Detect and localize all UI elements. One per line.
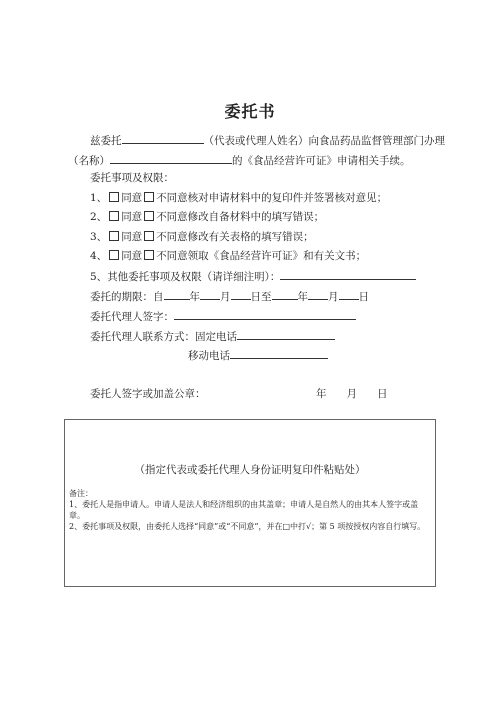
item-text: 不同意领取《食品经营许可证》和有关文书； xyxy=(156,250,367,262)
mobile-label: 移动电话 xyxy=(188,350,230,362)
item-number: 2、 xyxy=(90,211,108,223)
start-day-blank[interactable] xyxy=(231,288,251,300)
scope-item-2 xyxy=(90,210,324,224)
scope-heading: 委托事项及权限： xyxy=(90,172,174,184)
other-scope-blank[interactable] xyxy=(280,268,416,280)
month-label: 月 xyxy=(220,291,231,303)
start-month-blank[interactable] xyxy=(200,288,220,300)
principal-sign-label: 委托人签字或加盖公章： xyxy=(90,388,206,400)
end-month-blank[interactable] xyxy=(308,288,328,300)
id-copy-paste-area xyxy=(64,419,436,587)
date-day-label: 日 xyxy=(377,388,388,400)
mobile-line xyxy=(188,347,328,363)
scope-item-5 xyxy=(90,268,416,284)
paste-caption: （指定代表或委托代理人身份证明复印件粘贴处） xyxy=(134,464,366,476)
disagree-checkbox[interactable] xyxy=(144,231,154,241)
year-label: 年 xyxy=(189,291,200,303)
entrust-suffix: （代表或代理人姓名）向食品药品监督管理部门办理 xyxy=(203,135,445,147)
scope-item-1 xyxy=(90,191,387,205)
year-label: 年 xyxy=(297,291,308,303)
agree-checkbox[interactable] xyxy=(109,250,119,260)
end-year-blank[interactable] xyxy=(272,288,298,300)
agree-checkbox[interactable] xyxy=(109,231,119,241)
item-number: 3、 xyxy=(90,231,108,243)
agree-label: 同意 xyxy=(121,192,143,204)
scope-item-3 xyxy=(90,230,314,244)
note-2: 2、委托事项及权限，由委托人选择“同意”或“不同意”，并在□中打√；第 5 项按授权内容自行填写。 xyxy=(69,522,426,531)
period-label: 委托的期限：自 xyxy=(90,291,164,303)
entrust-prefix: 兹委托 xyxy=(90,135,122,147)
entrust-line-2 xyxy=(68,152,411,168)
notes-section xyxy=(69,488,431,532)
name-prefix: （名称） xyxy=(68,155,110,167)
item-number: 1、 xyxy=(90,192,108,204)
agent-sign-line xyxy=(90,308,356,324)
landline-blank[interactable] xyxy=(237,328,335,340)
agree-label: 同意 xyxy=(121,211,143,223)
item-text: 不同意修改有关表格的填写错误； xyxy=(156,231,314,243)
item5-label: 5、其他委托事项及权限（请详细注明）： xyxy=(90,271,281,283)
agent-name-blank[interactable] xyxy=(122,132,204,144)
item-text: 不同意修改自备材料中的填写错误； xyxy=(156,211,325,223)
agree-label: 同意 xyxy=(121,231,143,243)
disagree-checkbox[interactable] xyxy=(144,192,154,202)
contact-line xyxy=(90,328,335,344)
agree-label: 同意 xyxy=(121,250,143,262)
date-year-label: 年 xyxy=(316,388,327,400)
disagree-checkbox[interactable] xyxy=(144,250,154,260)
start-year-blank[interactable] xyxy=(164,288,190,300)
sign-date xyxy=(316,387,388,401)
agent-sign-blank[interactable] xyxy=(174,308,356,320)
agree-checkbox[interactable] xyxy=(109,192,119,202)
day-label: 日 xyxy=(358,291,369,303)
contact-label: 委托代理人联系方式：固定电话 xyxy=(90,331,237,343)
day-to-label: 日至 xyxy=(250,291,272,303)
note-1: 1、委托人是指申请人。申请人是法人和经济组织的由其盖章；申请人是自然人的由其本人签字或盖章。 xyxy=(69,500,419,520)
scope-item-4 xyxy=(90,249,366,263)
date-month-label: 月 xyxy=(346,388,357,400)
agent-sign-label: 委托代理人签字： xyxy=(90,311,174,323)
month-label: 月 xyxy=(328,291,339,303)
license-suffix: 的《食品经营许可证》申请相关手续。 xyxy=(232,155,411,167)
notes-title: 备注： xyxy=(69,489,93,498)
period-line xyxy=(90,288,369,304)
mobile-blank[interactable] xyxy=(230,347,328,359)
item-text: 不同意核对申请材料中的复印件并签署核对意见； xyxy=(156,192,388,204)
item-number: 4、 xyxy=(90,250,108,262)
end-day-blank[interactable] xyxy=(339,288,359,300)
disagree-checkbox[interactable] xyxy=(144,211,154,221)
entrust-line-1 xyxy=(90,132,445,148)
company-name-blank[interactable] xyxy=(110,152,232,164)
agree-checkbox[interactable] xyxy=(109,211,119,221)
document-title: 委托书 xyxy=(224,102,276,121)
